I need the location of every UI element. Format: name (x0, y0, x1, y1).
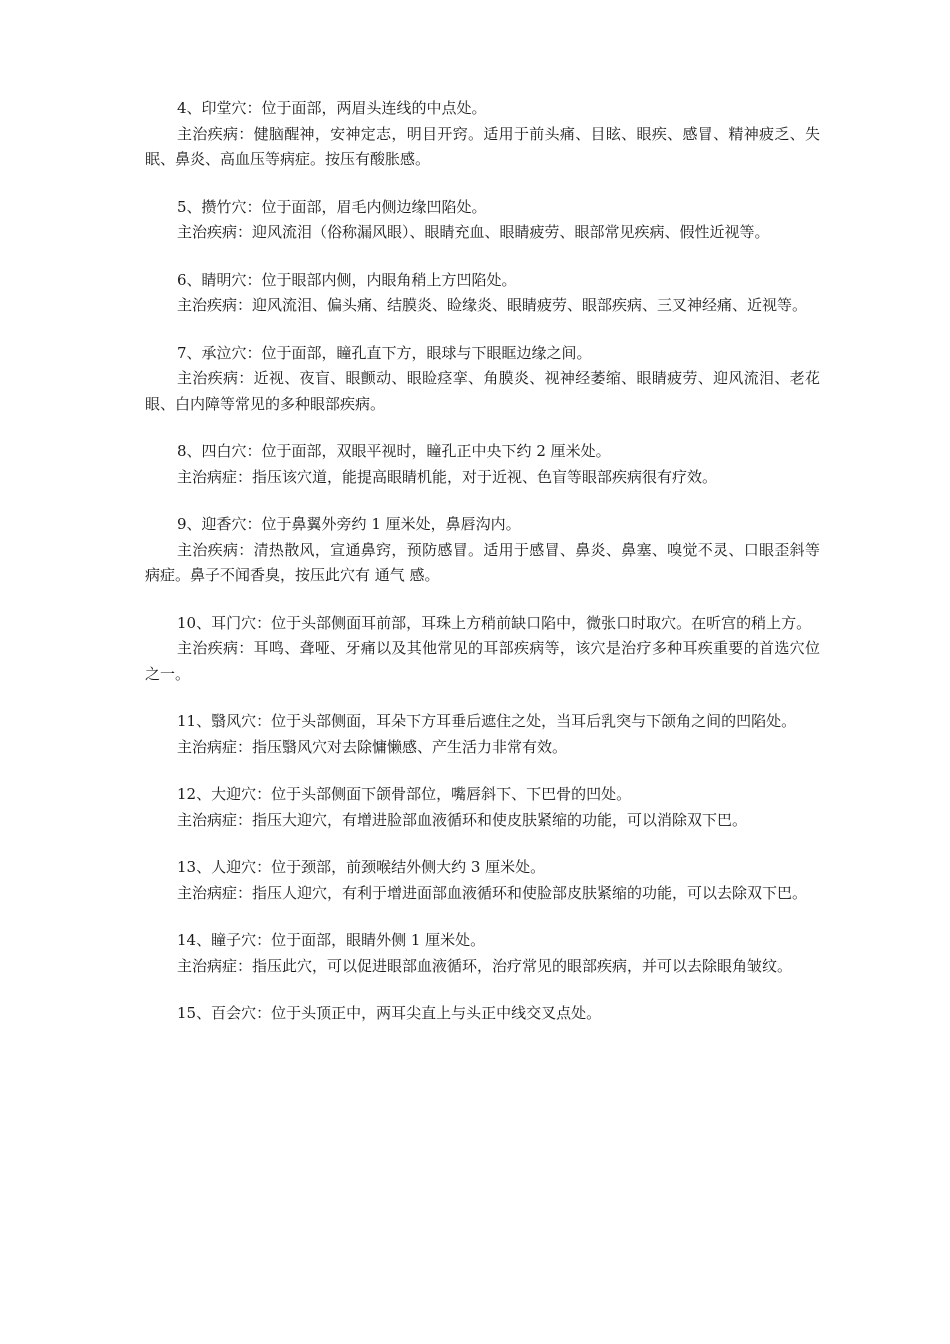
document-body (145, 96, 820, 1049)
acupoint-treatment: 主治疾病：迎风流泪（俗称漏风眼）、眼睛充血、眼睛疲劳、眼部常见疾病、假性近视等。 (177, 223, 770, 241)
acupoint-location: 13、人迎穴：位于颈部，前颈喉结外侧大约 3 厘米处。 (177, 858, 546, 876)
acupoint-treatment: 主治病症：指压人迎穴，有利于增进面部血液循环和使脸部皮肤紧缩的功能，可以去除双下巴。 (177, 883, 808, 902)
acupoint-entry-15 (145, 1001, 820, 1027)
acupoint-treatment: 主治疾病：耳鸣、聋哑、牙痛以及其他常见的耳部疾病等，该穴是治疗多种耳疾重要的首选穴位之一。 (145, 639, 820, 683)
acupoint-location: 7、承泣穴：位于面部，瞳孔直下方，眼球与下眼眶边缘之间。 (177, 343, 592, 362)
acupoint-entry-5 (145, 195, 820, 246)
acupoint-treatment: 主治疾病：迎风流泪、偏头痛、结膜炎、睑缘炎、眼睛疲劳、眼部疾病、三叉神经痛、近视等。 (177, 296, 808, 314)
acupoint-location: 11、翳风穴：位于头部侧面，耳朵下方耳垂后遮住之处，当耳后乳突与下颌角之间的凹陷处。 (177, 712, 797, 730)
acupoint-treatment: 主治疾病：近视、夜盲、眼颤动、眼睑痉挛、角膜炎、视神经萎缩、眼睛疲劳、迎风流泪、老花眼、白内障等常见的多种眼部疾病。 (145, 369, 820, 413)
acupoint-location: 15、百会穴：位于头顶正中，两耳尖直上与头正中线交叉点处。 (177, 1004, 602, 1022)
acupoint-location: 10、耳门穴：位于头部侧面耳前部，耳珠上方稍前缺口陷中，微张口时取穴。在听宫的稍上方。 (177, 613, 812, 632)
acupoint-entry-7 (145, 341, 820, 418)
acupoint-entry-10 (145, 611, 820, 688)
acupoint-location: 12、大迎穴：位于头部侧面下颌骨部位，嘴唇斜下、下巴骨的凹处。 (177, 785, 632, 803)
acupoint-location: 8、四白穴：位于面部，双眼平视时，瞳孔正中央下约 2 厘米处。 (177, 442, 611, 460)
acupoint-treatment: 主治病症：指压该穴道，能提高眼睛机能，对于近视、色盲等眼部疾病很有疗效。 (177, 467, 718, 486)
acupoint-location: 9、迎香穴：位于鼻翼外旁约 1 厘米处，鼻唇沟内。 (177, 515, 521, 533)
acupoint-treatment: 主治病症：指压大迎穴，有增进脸部血液循环和使皮肤紧缩的功能，可以消除双下巴。 (177, 810, 748, 829)
acupoint-treatment: 主治疾病：清热散风，宣通鼻窍，预防感冒。适用于感冒、鼻炎、鼻塞、嗅觉不灵、口眼歪斜等病症。鼻子不闻香臭，按压此穴有 通气 感。 (145, 540, 820, 584)
acupoint-location: 4、印堂穴：位于面部，两眉头连线的中点处。 (177, 99, 487, 117)
acupoint-entry-9 (145, 512, 820, 589)
acupoint-treatment: 主治病症：指压翳风穴对去除慵懒感、产生活力非常有效。 (177, 737, 568, 756)
acupoint-entry-12 (145, 782, 820, 833)
acupoint-treatment: 主治病症：指压此穴，可以促进眼部血液循环，治疗常见的眼部疾病，并可以去除眼角皱纹。 (177, 956, 793, 975)
acupoint-entry-4 (145, 96, 820, 173)
acupoint-entry-8 (145, 439, 820, 490)
acupoint-treatment: 主治疾病：健脑醒神，安神定志，明目开窍。适用于前头痛、目眩、眼疾、感冒、精神疲乏、失眠、鼻炎、高血压等病症。按压有酸胀感。 (145, 124, 820, 168)
acupoint-entry-6 (145, 268, 820, 319)
acupoint-location: 14、瞳子穴：位于面部，眼睛外侧 1 厘米处。 (177, 931, 486, 949)
acupoint-location: 6、睛明穴：位于眼部内侧，内眼角稍上方凹陷处。 (177, 270, 517, 289)
acupoint-entry-11 (145, 709, 820, 760)
acupoint-entry-13 (145, 855, 820, 906)
acupoint-location: 5、攒竹穴：位于面部，眉毛内侧边缘凹陷处。 (177, 197, 487, 216)
acupoint-entry-14 (145, 928, 820, 979)
